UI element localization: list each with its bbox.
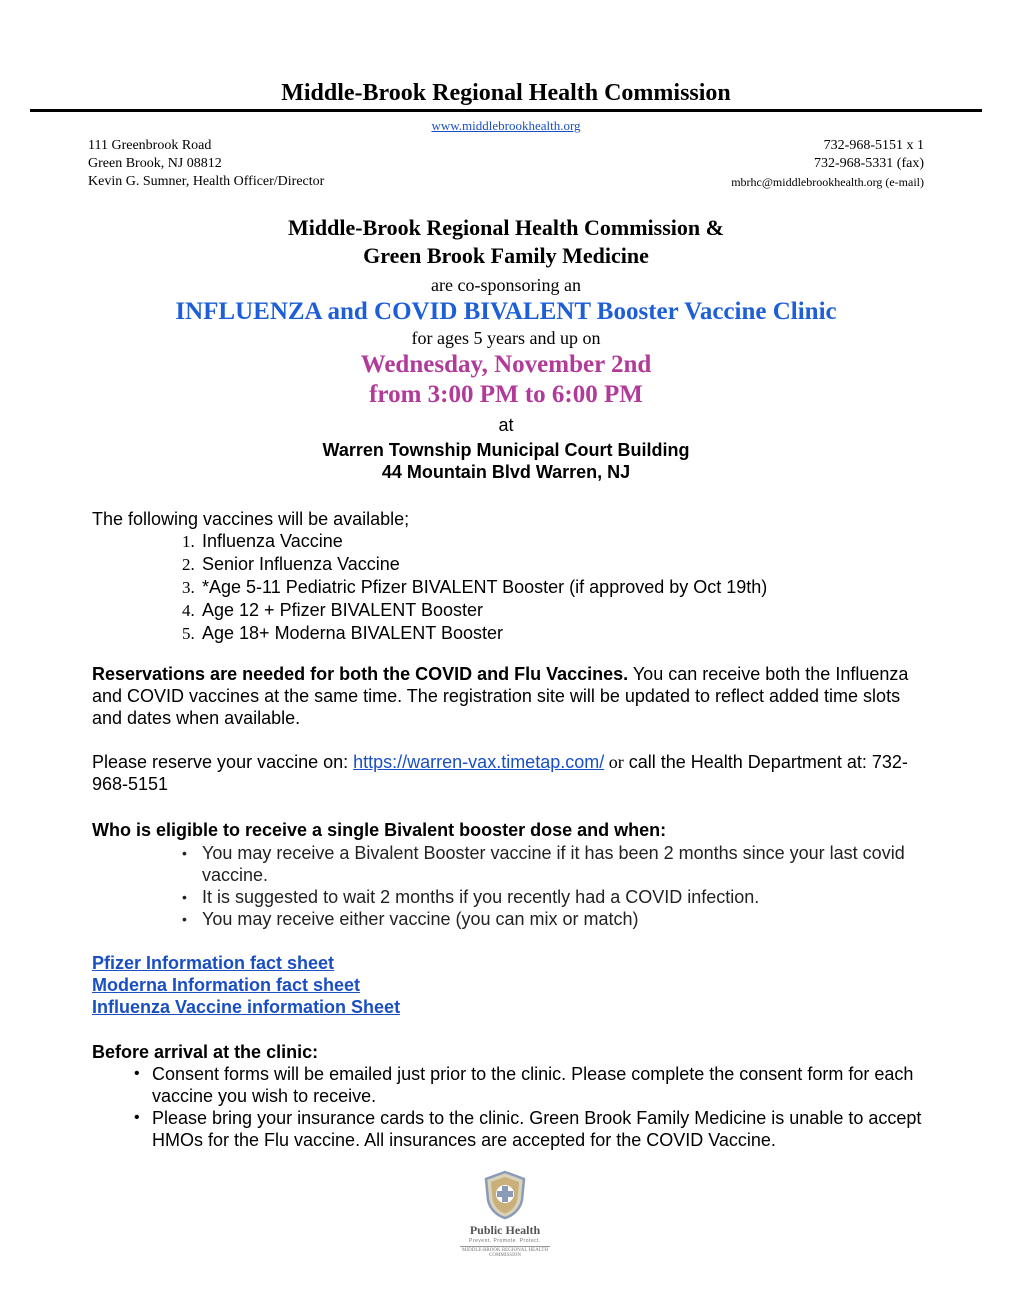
clinic-date: Wednesday, November 2nd	[360, 351, 652, 378]
letterhead-contact	[731, 137, 924, 191]
list-item: • Consent forms will be emailed just prior to the clinic. Please complete the consent form for each vaccine you wish to receive.	[130, 1063, 930, 1107]
eligibility-list	[180, 842, 920, 930]
shield-icon	[482, 1170, 528, 1220]
letterhead-rule	[30, 109, 982, 112]
list-item: • It is suggested to wait 2 months if you recently had a COVID infection.	[180, 886, 920, 908]
phone-number: 732-968-5151 x 1	[823, 138, 924, 153]
influenza-info-sheet-link[interactable]: Influenza Vaccine information Sheet	[92, 997, 401, 1017]
address-line1: 111 Greenbrook Road	[88, 138, 212, 153]
reservations-paragraph	[92, 663, 932, 729]
reserve-paragraph: Please reserve your vaccine on: https://warren-vax.timetap.com/ or call the Health Department at: 732-968-5151	[92, 752, 908, 794]
sponsors	[0, 214, 1012, 270]
at-text: at	[498, 415, 514, 435]
clinic-datetime	[0, 350, 1012, 410]
moderna-fact-sheet-link[interactable]: Moderna Information fact sheet	[92, 975, 361, 995]
email-address: mbrhc@middlebrookhealth.org (e-mail)	[731, 175, 924, 189]
address-line2: Green Brook, NJ 08812	[88, 156, 222, 171]
pfizer-fact-sheet-link[interactable]: Pfizer Information fact sheet	[92, 953, 335, 973]
fax-number: 732-968-5331 (fax)	[813, 156, 924, 171]
letterhead-address	[88, 137, 324, 191]
public-health-logo	[450, 1170, 560, 1260]
sponsor-1: Middle-Brook Regional Health Commission &	[288, 215, 724, 240]
sponsor-2: Green Brook Family Medicine	[363, 243, 649, 268]
list-item: 4. Age 12 + Pfizer BIVALENT Booster	[182, 600, 483, 620]
registration-link[interactable]: https://warren-vax.timetap.com/	[353, 752, 605, 772]
list-item: 2. Senior Influenza Vaccine	[182, 554, 400, 574]
list-item: 5. Age 18+ Moderna BIVALENT Booster	[182, 623, 504, 643]
fact-sheet-links	[92, 952, 400, 1018]
reservations-bold: Reservations are needed for both the COVID and Flu Vaccines.	[92, 664, 629, 684]
list-item: 1. Influenza Vaccine	[182, 531, 343, 551]
list-item: • Please bring your insurance cards to the clinic. Green Brook Family Medicine is unable to accept HMOs for the Flu vaccine. All insurances are accepted for the COVID Vaccine.	[130, 1107, 930, 1151]
clinic-time: from 3:00 PM to 6:00 PM	[369, 381, 643, 408]
letterhead-title: Middle-Brook Regional Health Commission	[281, 80, 731, 106]
clinic-title: INFLUENZA and COVID BIVALENT Booster Vaccine Clinic	[175, 298, 837, 325]
before-arrival-title: Before arrival at the clinic:	[92, 1042, 319, 1062]
venue-address: 44 Mountain Blvd Warren, NJ	[381, 462, 631, 482]
list-item: • You may receive either vaccine (you can mix or match)	[180, 908, 920, 930]
cosponsoring-text: are co-sponsoring an	[431, 275, 581, 295]
eligibility-title: Who is eligible to receive a single Bivalent booster dose and when:	[92, 820, 667, 840]
logo-text: Public Health	[469, 1223, 541, 1237]
vaccines-intro: The following vaccines will be available;	[92, 509, 410, 529]
logo-tagline: Prevent. Promote. Protect.	[469, 1238, 541, 1244]
vaccine-list	[182, 530, 767, 645]
venue-name: Warren Township Municipal Court Building	[322, 440, 690, 460]
list-item: • You may receive a Bivalent Booster vaccine if it has been 2 months since your last covid vaccine.	[180, 842, 920, 886]
reservations-text: You can receive both the Influenza and COVID vaccines at the same time. The registration site will be updated to reflect added time slots and dates when available.	[92, 664, 909, 728]
ages-text: for ages 5 years and up on	[411, 328, 601, 348]
venue	[0, 439, 1012, 483]
website-link[interactable]: www.middlebrookhealth.org	[431, 118, 581, 133]
list-item: 3. *Age 5-11 Pediatric Pfizer BIVALENT Booster (if approved by Oct 19th)	[182, 577, 768, 597]
before-arrival-list	[130, 1063, 930, 1151]
logo-org: MIDDLE-BROOK REGIONAL HEALTH COMMISSION	[461, 1248, 548, 1258]
health-officer: Kevin G. Sumner, Health Officer/Director	[88, 174, 325, 189]
